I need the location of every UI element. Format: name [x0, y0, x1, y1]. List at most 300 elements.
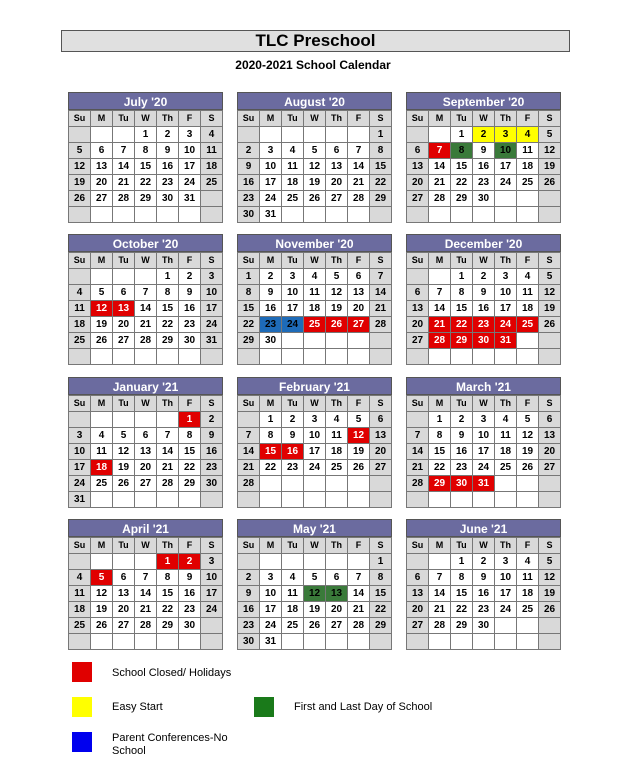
- weekday-label: Th: [157, 396, 179, 412]
- day-cell: 6: [407, 143, 429, 159]
- day-cell: 13: [407, 586, 429, 602]
- day-cell: 3: [69, 428, 91, 444]
- day-cell: 6: [407, 285, 429, 301]
- day-cell: 14: [238, 444, 260, 460]
- weekday-label: Th: [495, 111, 517, 127]
- empty-cell: [326, 492, 348, 508]
- legend-label-easy-start: Easy Start: [112, 701, 163, 713]
- day-cell: 12: [91, 301, 113, 317]
- day-cell: 27: [113, 618, 135, 634]
- day-cell: 7: [348, 570, 370, 586]
- day-cell: 29: [157, 618, 179, 634]
- day-cell: 27: [326, 618, 348, 634]
- day-cell: 14: [348, 586, 370, 602]
- weekday-label: W: [304, 111, 326, 127]
- day-cell: 1: [179, 412, 201, 428]
- day-cell: 23: [282, 460, 304, 476]
- day-cell: 16: [260, 301, 282, 317]
- day-cell: 12: [113, 444, 135, 460]
- empty-cell: [304, 349, 326, 365]
- day-cell: 22: [429, 460, 451, 476]
- day-cell: 28: [429, 191, 451, 207]
- weekday-label: F: [348, 253, 370, 269]
- day-cell: 15: [451, 586, 473, 602]
- empty-cell: [451, 634, 473, 650]
- day-cell: 23: [473, 602, 495, 618]
- day-cell: 29: [451, 618, 473, 634]
- empty-cell: [113, 412, 135, 428]
- day-cell: 19: [91, 602, 113, 618]
- weekday-label: W: [473, 538, 495, 554]
- weekday-label: Tu: [451, 396, 473, 412]
- day-cell: 12: [348, 428, 370, 444]
- empty-cell: [495, 618, 517, 634]
- day-cell: 11: [517, 143, 539, 159]
- weekday-label: Tu: [282, 111, 304, 127]
- day-cell: 17: [282, 301, 304, 317]
- day-cell: 6: [348, 269, 370, 285]
- day-cell: 2: [179, 554, 201, 570]
- day-cell: 26: [69, 191, 91, 207]
- month-header: November '20: [237, 234, 392, 252]
- day-cell: 18: [517, 301, 539, 317]
- day-cell: 1: [451, 269, 473, 285]
- day-cell: 30: [179, 618, 201, 634]
- empty-cell: [238, 412, 260, 428]
- day-cell: 14: [429, 159, 451, 175]
- empty-cell: [495, 349, 517, 365]
- empty-cell: [407, 127, 429, 143]
- empty-cell: [135, 634, 157, 650]
- day-cell: 28: [135, 333, 157, 349]
- day-cell: 28: [429, 333, 451, 349]
- day-cell: 4: [517, 269, 539, 285]
- empty-cell: [113, 207, 135, 223]
- day-cell: 16: [451, 444, 473, 460]
- empty-cell: [473, 634, 495, 650]
- day-cell: 9: [473, 570, 495, 586]
- day-cell: 30: [201, 476, 223, 492]
- weekday-label: Su: [69, 111, 91, 127]
- day-cell: 4: [69, 570, 91, 586]
- empty-cell: [429, 269, 451, 285]
- day-cell: 5: [91, 570, 113, 586]
- empty-cell: [473, 492, 495, 508]
- month-header: January '21: [68, 377, 223, 395]
- day-cell: 6: [326, 570, 348, 586]
- weekday-label: W: [473, 253, 495, 269]
- day-cell: 2: [451, 412, 473, 428]
- weekday-label: Tu: [451, 111, 473, 127]
- day-cell: 3: [495, 269, 517, 285]
- day-cell: 22: [238, 317, 260, 333]
- empty-cell: [473, 349, 495, 365]
- empty-cell: [282, 349, 304, 365]
- day-cell: 14: [135, 301, 157, 317]
- day-cell: 7: [135, 570, 157, 586]
- day-cell: 1: [370, 127, 392, 143]
- weekday-label: M: [429, 111, 451, 127]
- weekday-label: S: [370, 253, 392, 269]
- empty-cell: [69, 127, 91, 143]
- empty-cell: [348, 349, 370, 365]
- empty-cell: [238, 554, 260, 570]
- day-cell: 25: [69, 618, 91, 634]
- day-cell: 10: [495, 285, 517, 301]
- empty-cell: [326, 127, 348, 143]
- day-cell: 29: [370, 191, 392, 207]
- weekday-label: W: [135, 111, 157, 127]
- weekday-label: Su: [238, 396, 260, 412]
- day-cell: 21: [407, 460, 429, 476]
- day-cell: 9: [260, 285, 282, 301]
- day-cell: 20: [407, 175, 429, 191]
- month-calendar: [406, 92, 561, 223]
- weekday-label: W: [304, 253, 326, 269]
- day-cell: 15: [238, 301, 260, 317]
- day-cell: 21: [135, 602, 157, 618]
- empty-cell: [348, 554, 370, 570]
- day-cell: 11: [282, 586, 304, 602]
- day-cell: 28: [348, 191, 370, 207]
- day-cell: 9: [282, 428, 304, 444]
- day-cell: 19: [91, 317, 113, 333]
- day-cell: 20: [113, 317, 135, 333]
- empty-cell: [304, 634, 326, 650]
- day-cell: 28: [157, 476, 179, 492]
- day-cell: 18: [201, 159, 223, 175]
- month-calendar: [406, 234, 561, 365]
- day-cell: 26: [91, 618, 113, 634]
- day-cell: 8: [135, 143, 157, 159]
- empty-cell: [517, 618, 539, 634]
- day-cell: 31: [495, 333, 517, 349]
- legend-swatch-easy-start: [72, 697, 92, 717]
- day-cell: 21: [113, 175, 135, 191]
- day-cell: 26: [539, 317, 561, 333]
- empty-cell: [495, 634, 517, 650]
- day-cell: 15: [157, 301, 179, 317]
- day-cell: 1: [451, 554, 473, 570]
- day-cell: 12: [539, 285, 561, 301]
- empty-cell: [260, 554, 282, 570]
- weekday-label: M: [429, 538, 451, 554]
- empty-cell: [407, 269, 429, 285]
- weekday-label: M: [260, 253, 282, 269]
- day-cell: 11: [201, 143, 223, 159]
- day-cell: 15: [370, 159, 392, 175]
- day-cell: 7: [407, 428, 429, 444]
- weekday-label: Th: [157, 253, 179, 269]
- day-cell: 19: [113, 460, 135, 476]
- weekday-label: M: [260, 111, 282, 127]
- weekday-label: F: [348, 396, 370, 412]
- empty-cell: [539, 191, 561, 207]
- day-cell: 9: [157, 143, 179, 159]
- empty-cell: [326, 349, 348, 365]
- day-cell: 22: [370, 175, 392, 191]
- day-cell: 10: [473, 428, 495, 444]
- weekday-label: F: [517, 111, 539, 127]
- day-cell: 20: [348, 301, 370, 317]
- day-cell: 19: [517, 444, 539, 460]
- empty-cell: [260, 349, 282, 365]
- empty-cell: [113, 127, 135, 143]
- empty-cell: [282, 333, 304, 349]
- day-cell: 28: [113, 191, 135, 207]
- day-cell: 27: [326, 191, 348, 207]
- day-cell: 5: [539, 269, 561, 285]
- day-cell: 23: [201, 460, 223, 476]
- weekday-label: M: [260, 538, 282, 554]
- day-cell: 4: [91, 428, 113, 444]
- day-cell: 25: [495, 460, 517, 476]
- day-cell: 12: [326, 285, 348, 301]
- day-cell: 27: [407, 333, 429, 349]
- empty-cell: [407, 349, 429, 365]
- empty-cell: [69, 634, 91, 650]
- day-cell: 14: [157, 444, 179, 460]
- day-cell: 6: [113, 570, 135, 586]
- month-calendar: [237, 377, 392, 508]
- day-cell: 3: [260, 143, 282, 159]
- empty-cell: [517, 476, 539, 492]
- weekday-label: S: [201, 396, 223, 412]
- weekday-label: W: [473, 111, 495, 127]
- month-calendar: [237, 519, 392, 650]
- empty-cell: [348, 476, 370, 492]
- empty-cell: [407, 634, 429, 650]
- day-cell: 20: [91, 175, 113, 191]
- calendar-subtitle: 2020-2021 School Calendar: [235, 58, 391, 72]
- day-cell: 29: [157, 333, 179, 349]
- weekday-label: W: [304, 538, 326, 554]
- empty-cell: [407, 554, 429, 570]
- day-cell: 24: [69, 476, 91, 492]
- day-cell: 21: [370, 301, 392, 317]
- weekday-label: Su: [238, 111, 260, 127]
- day-cell: 8: [260, 428, 282, 444]
- month-header: May '21: [237, 519, 392, 537]
- day-cell: 10: [304, 428, 326, 444]
- day-cell: 10: [260, 159, 282, 175]
- month-calendar: [237, 92, 392, 223]
- empty-cell: [91, 127, 113, 143]
- day-cell: 11: [495, 428, 517, 444]
- day-cell: 7: [429, 570, 451, 586]
- empty-cell: [348, 127, 370, 143]
- weekday-label: Su: [69, 396, 91, 412]
- empty-cell: [135, 349, 157, 365]
- day-cell: 8: [157, 570, 179, 586]
- day-cell: 11: [517, 570, 539, 586]
- day-cell: 18: [282, 175, 304, 191]
- empty-cell: [451, 207, 473, 223]
- empty-cell: [238, 492, 260, 508]
- empty-cell: [201, 492, 223, 508]
- day-cell: 24: [473, 460, 495, 476]
- day-cell: 27: [407, 191, 429, 207]
- empty-cell: [201, 191, 223, 207]
- empty-cell: [201, 634, 223, 650]
- day-cell: 23: [179, 317, 201, 333]
- empty-cell: [326, 476, 348, 492]
- empty-cell: [370, 207, 392, 223]
- day-cell: 31: [260, 634, 282, 650]
- day-cell: 27: [407, 618, 429, 634]
- day-cell: 25: [517, 602, 539, 618]
- empty-cell: [495, 191, 517, 207]
- day-cell: 15: [451, 159, 473, 175]
- day-cell: 31: [179, 191, 201, 207]
- day-cell: 24: [495, 602, 517, 618]
- month-calendar: [68, 234, 223, 365]
- legend-swatch-first-last: [254, 697, 274, 717]
- empty-cell: [135, 207, 157, 223]
- empty-cell: [370, 476, 392, 492]
- day-cell: 13: [113, 301, 135, 317]
- day-cell: 10: [260, 586, 282, 602]
- day-cell: 30: [473, 333, 495, 349]
- weekday-label: F: [517, 396, 539, 412]
- day-cell: 20: [326, 602, 348, 618]
- empty-cell: [282, 207, 304, 223]
- weekday-label: Tu: [451, 538, 473, 554]
- day-cell: 16: [179, 586, 201, 602]
- empty-cell: [304, 492, 326, 508]
- day-cell: 8: [238, 285, 260, 301]
- day-cell: 13: [348, 285, 370, 301]
- day-cell: 6: [407, 570, 429, 586]
- day-cell: 17: [179, 159, 201, 175]
- day-cell: 9: [179, 570, 201, 586]
- day-cell: 7: [429, 285, 451, 301]
- empty-cell: [451, 349, 473, 365]
- day-cell: 30: [473, 191, 495, 207]
- empty-cell: [517, 634, 539, 650]
- day-cell: 16: [473, 586, 495, 602]
- day-cell: 10: [201, 285, 223, 301]
- empty-cell: [304, 554, 326, 570]
- weekday-label: Tu: [282, 253, 304, 269]
- day-cell: 22: [451, 602, 473, 618]
- day-cell: 18: [326, 444, 348, 460]
- day-cell: 3: [179, 127, 201, 143]
- day-cell: 27: [91, 191, 113, 207]
- day-cell: 6: [539, 412, 561, 428]
- day-cell: 17: [69, 460, 91, 476]
- day-cell: 8: [179, 428, 201, 444]
- month-header: June '21: [406, 519, 561, 537]
- empty-cell: [69, 349, 91, 365]
- day-cell: 16: [473, 159, 495, 175]
- empty-cell: [179, 349, 201, 365]
- weekday-label: Su: [238, 538, 260, 554]
- weekday-label: F: [348, 538, 370, 554]
- empty-cell: [370, 634, 392, 650]
- weekday-label: W: [135, 253, 157, 269]
- month-header: July '20: [68, 92, 223, 110]
- day-cell: 1: [157, 554, 179, 570]
- day-cell: 29: [451, 191, 473, 207]
- day-cell: 28: [348, 618, 370, 634]
- weekday-label: S: [539, 538, 561, 554]
- empty-cell: [429, 634, 451, 650]
- day-cell: 23: [260, 317, 282, 333]
- day-cell: 23: [238, 618, 260, 634]
- weekday-label: Th: [326, 538, 348, 554]
- day-cell: 2: [473, 554, 495, 570]
- weekday-label: M: [260, 396, 282, 412]
- day-cell: 11: [69, 301, 91, 317]
- day-cell: 20: [135, 460, 157, 476]
- weekday-label: Tu: [113, 396, 135, 412]
- day-cell: 25: [304, 317, 326, 333]
- legend-swatch-conferences: [72, 732, 92, 752]
- day-cell: 28: [370, 317, 392, 333]
- day-cell: 2: [157, 127, 179, 143]
- day-cell: 10: [201, 570, 223, 586]
- empty-cell: [135, 554, 157, 570]
- day-cell: 10: [495, 570, 517, 586]
- weekday-label: F: [517, 538, 539, 554]
- empty-cell: [348, 492, 370, 508]
- day-cell: 25: [69, 333, 91, 349]
- day-cell: 22: [370, 602, 392, 618]
- weekday-label: Th: [326, 111, 348, 127]
- day-cell: 20: [407, 317, 429, 333]
- day-cell: 27: [370, 460, 392, 476]
- day-cell: 27: [135, 476, 157, 492]
- day-cell: 4: [304, 269, 326, 285]
- day-cell: 21: [135, 317, 157, 333]
- day-cell: 21: [429, 175, 451, 191]
- weekday-label: W: [135, 396, 157, 412]
- weekday-label: Th: [157, 538, 179, 554]
- day-cell: 2: [282, 412, 304, 428]
- empty-cell: [113, 492, 135, 508]
- empty-cell: [157, 492, 179, 508]
- day-cell: 2: [473, 127, 495, 143]
- empty-cell: [260, 127, 282, 143]
- empty-cell: [157, 412, 179, 428]
- empty-cell: [539, 476, 561, 492]
- weekday-label: S: [370, 111, 392, 127]
- day-cell: 26: [304, 191, 326, 207]
- weekday-label: M: [91, 111, 113, 127]
- empty-cell: [282, 492, 304, 508]
- day-cell: 19: [539, 159, 561, 175]
- month-calendar: [237, 234, 392, 365]
- day-cell: 17: [304, 444, 326, 460]
- day-cell: 12: [304, 159, 326, 175]
- day-cell: 22: [451, 317, 473, 333]
- weekday-label: Su: [407, 538, 429, 554]
- weekday-label: Su: [69, 538, 91, 554]
- empty-cell: [91, 634, 113, 650]
- day-cell: 29: [135, 191, 157, 207]
- day-cell: 1: [135, 127, 157, 143]
- empty-cell: [260, 492, 282, 508]
- day-cell: 18: [304, 301, 326, 317]
- day-cell: 20: [539, 444, 561, 460]
- empty-cell: [135, 492, 157, 508]
- weekday-label: Th: [157, 111, 179, 127]
- day-cell: 8: [370, 570, 392, 586]
- weekday-label: S: [370, 538, 392, 554]
- day-cell: 4: [69, 285, 91, 301]
- legend-label-conferences: Parent Conferences-No School: [112, 732, 228, 757]
